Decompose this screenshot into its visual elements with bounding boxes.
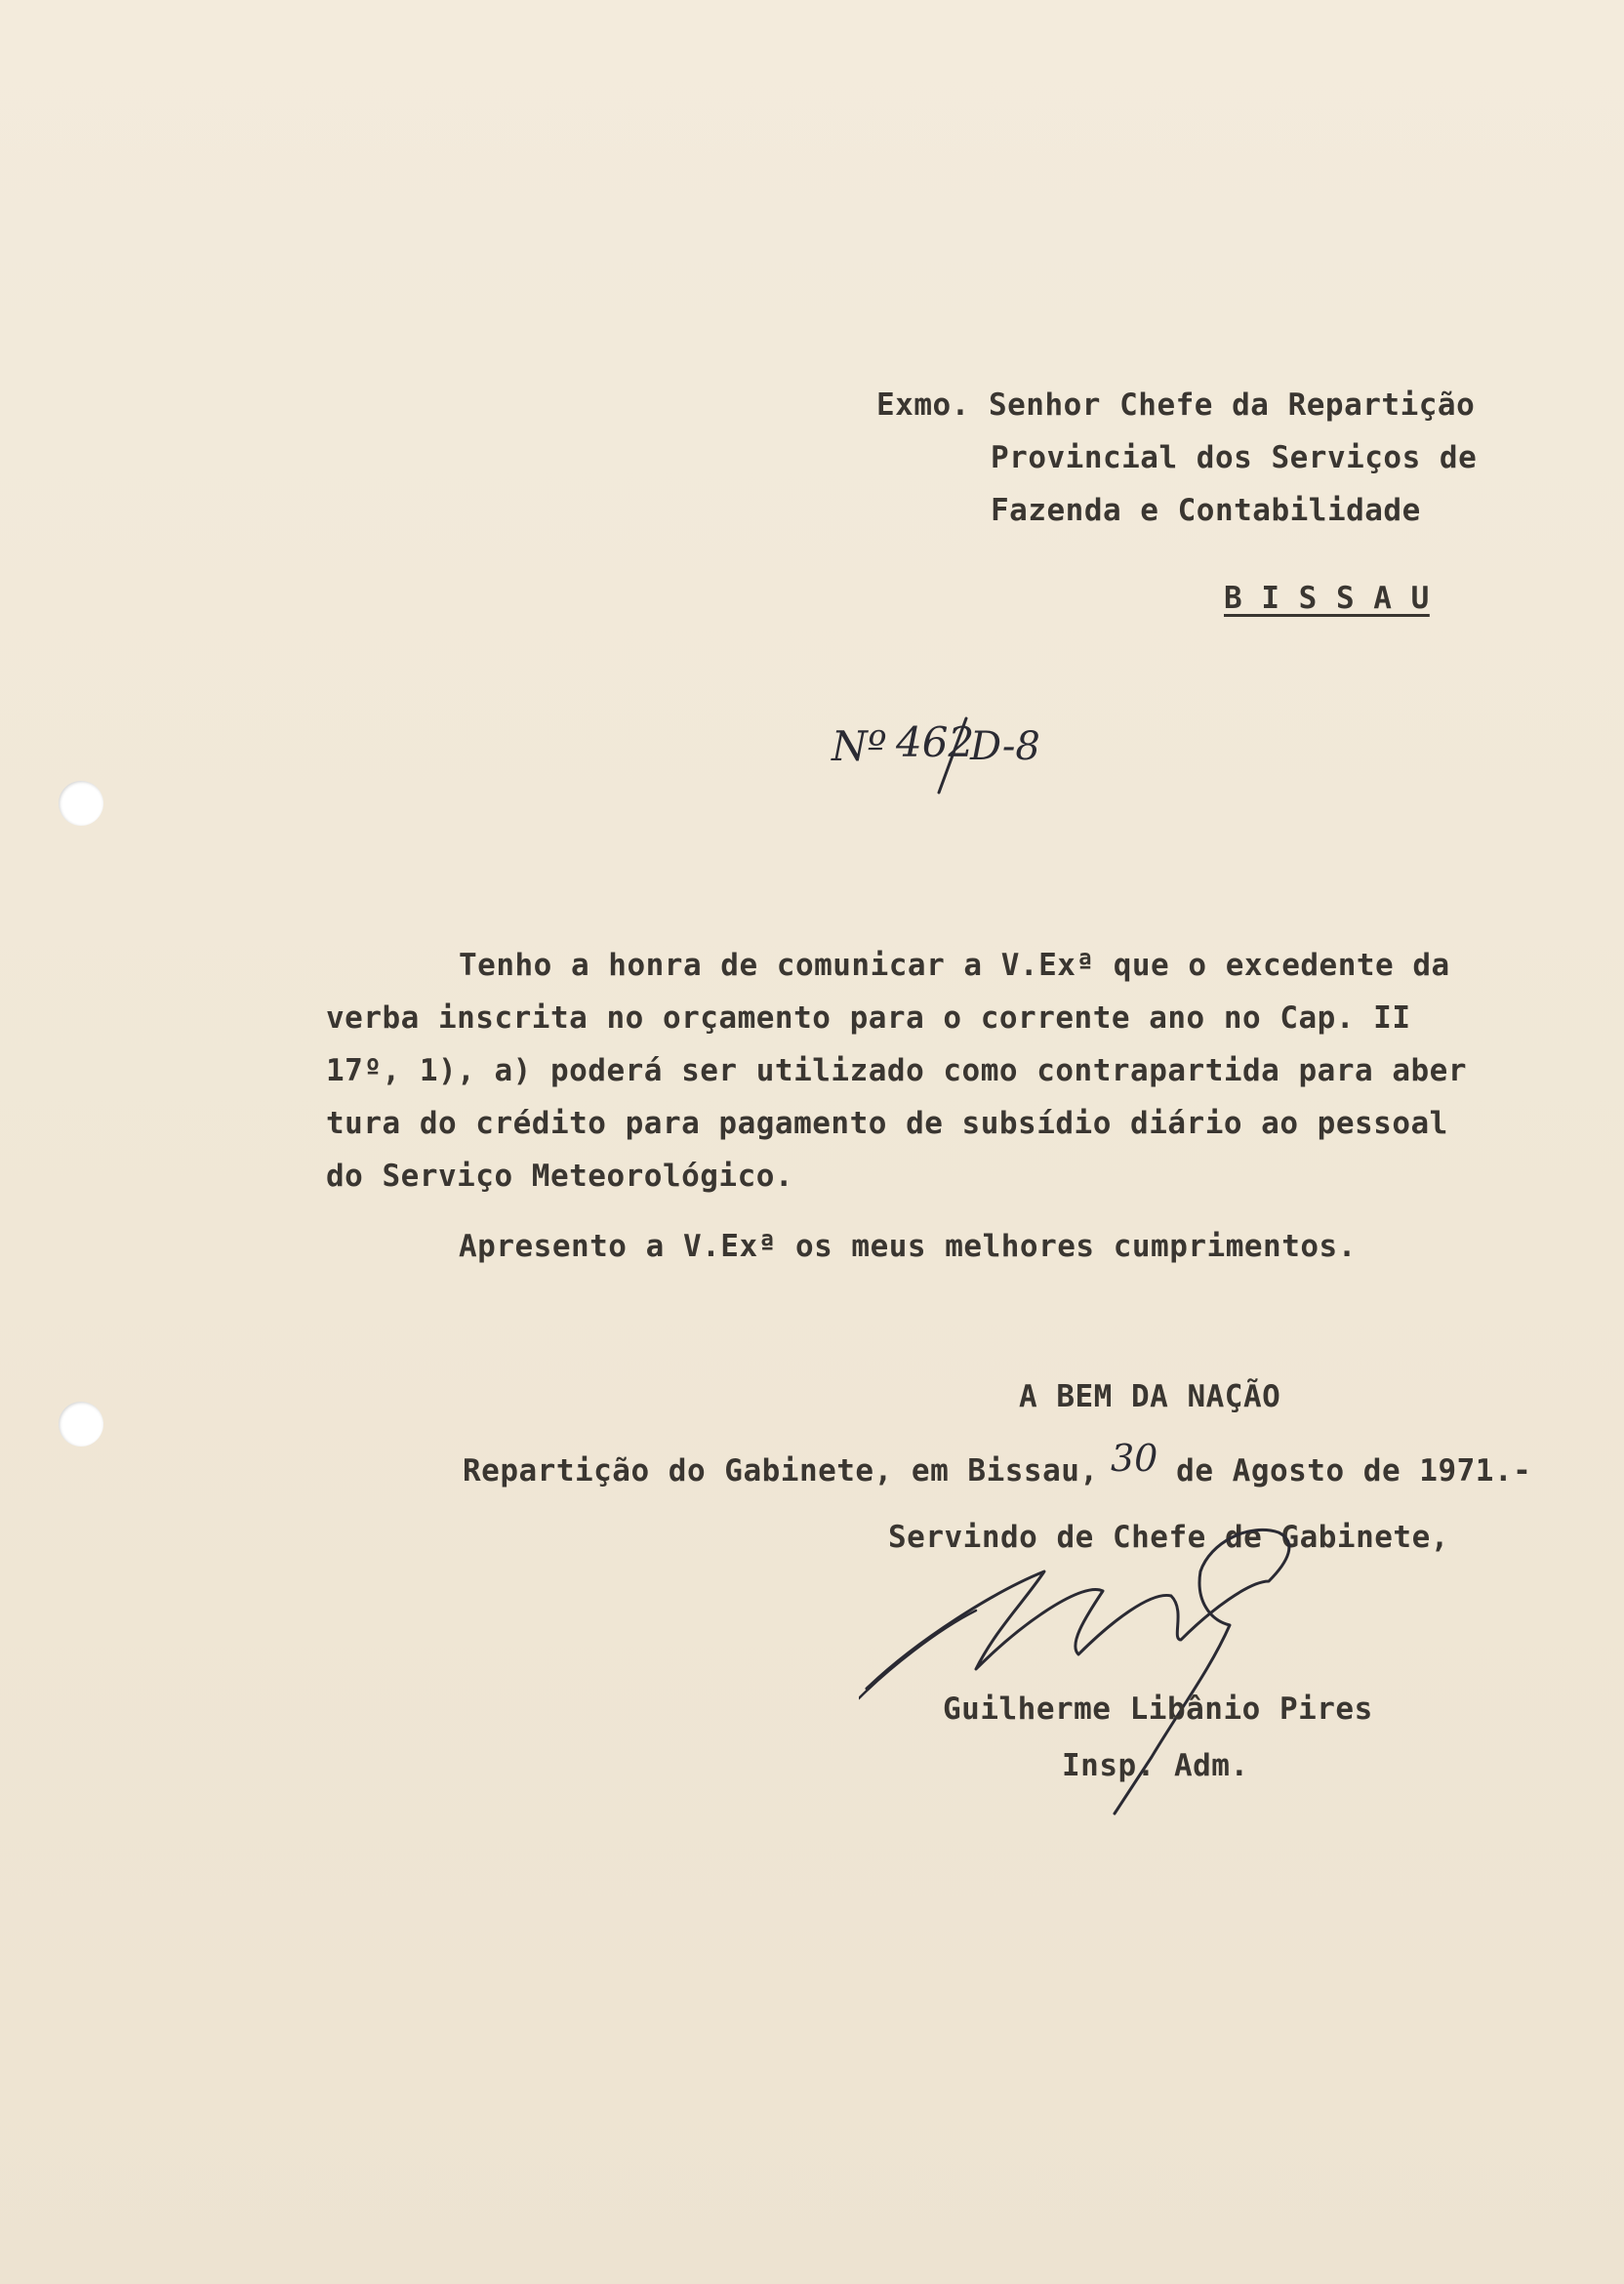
signatory-role-line: Servindo de Chefe de Gabinete, xyxy=(888,1520,1449,1555)
body-line-4: tura do crédito para pagamento de subsídio diário ao pessoal xyxy=(326,1106,1448,1141)
punch-hole-top xyxy=(59,781,103,826)
recipient-line-2: Provincial dos Serviços de xyxy=(991,440,1478,475)
closing-line: Apresento a V.Exª os meus melhores cumprimentos. xyxy=(459,1229,1357,1264)
recipient-city: B I S S A U xyxy=(1224,581,1430,616)
recipient-line-3: Fazenda e Contabilidade xyxy=(991,493,1421,528)
body-line-5: do Serviço Meteorológico. xyxy=(326,1159,794,1194)
date-line-suffix: de Agosto de 1971.- xyxy=(1157,1453,1532,1489)
body-line-1: Tenho a honra de comunicar a V.Exª que o excedente da xyxy=(459,948,1450,983)
signatory-title: Insp. Adm. xyxy=(1062,1748,1249,1783)
recipient-line-1: Exmo. Senhor Chefe da Repartição xyxy=(876,387,1476,423)
salutation: A BEM DA NAÇÃO xyxy=(1019,1379,1281,1414)
date-day-handwritten: 30 xyxy=(1111,1437,1158,1480)
signatory-name: Guilherme Libânio Pires xyxy=(943,1692,1373,1727)
date-line-prefix: Repartição do Gabinete, em Bissau, xyxy=(463,1453,1117,1489)
reference-number-value: 462 xyxy=(896,718,975,766)
body-line-2: verba inscrita no orçamento para o corrente ano no Cap. II xyxy=(326,1000,1411,1036)
body-line-3: 17º, 1), a) poderá ser utilizado como contrapartida para aber xyxy=(326,1053,1467,1088)
reference-suffix: D-8 xyxy=(970,724,1040,769)
reference-prefix: Nº xyxy=(832,722,887,770)
punch-hole-bottom xyxy=(59,1402,103,1447)
